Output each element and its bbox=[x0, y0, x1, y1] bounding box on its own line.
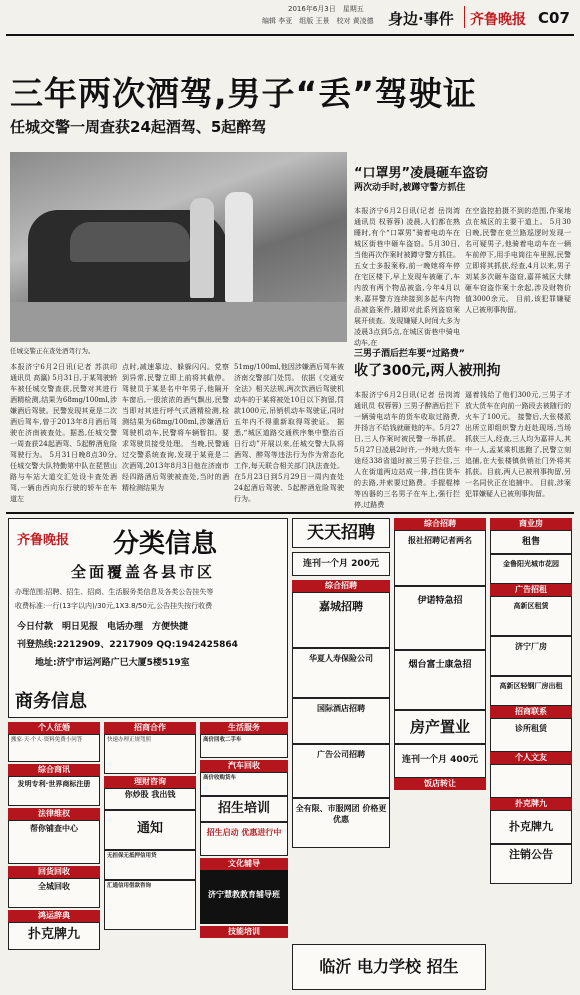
editor-credits: 编辑 李亚 组版 王景 校对 黄凌德 bbox=[262, 17, 374, 25]
recruit-box-hotel: 国际酒店招聘 bbox=[292, 698, 390, 744]
estate-box-notice: 注销公告 bbox=[490, 844, 572, 884]
issue-date: 2016年6月3日 星期五 bbox=[288, 5, 364, 13]
recruit-box-foxconn: 烟台富士康急招 bbox=[394, 650, 486, 710]
left-bar-2: 综合商讯 bbox=[8, 764, 100, 776]
main-headline: 三年两次酒驾,男子“丢”驾驶证 bbox=[10, 74, 477, 113]
story3-kicker: 三男子酒后拦车要“过路费” bbox=[354, 349, 465, 359]
bottom-school-banner: 临沂 电力学校 招生 bbox=[292, 944, 486, 990]
classified-phone: 刊登热线:2212909、2217909 QQ:1942425864 bbox=[17, 640, 238, 650]
left-box-3: 帮你铺查中心 bbox=[8, 820, 100, 864]
story2-col-2: 在空盗控拍摄不到的范围,作案地点在城区的主要干道上。 5月30日晚,民警在竞兰路巡逻时发现一名可疑男子,他骑着电动车在一辆车前停下,用手电筒往车里照,民警立即将其抓获,经查,4月以来,男子刘某多次砸车盗窃,嘉祥城区大肆砸车窃盗作案十余起,涉及财物价值3000余元。 目前,该犯罪嫌疑人已被刑事拘留。 bbox=[465, 207, 571, 314]
car-windshield bbox=[70, 222, 190, 262]
estate-bar-1: 商业房 bbox=[490, 518, 572, 530]
mid-bar-3: 汽车回收 bbox=[200, 760, 288, 772]
story2-headline: 两次动手时,被蹲守警方抓住 bbox=[354, 183, 466, 193]
recruit-box-yinuo: 伊诺特急招 bbox=[394, 586, 486, 650]
left-bar-1: 个人征婚 bbox=[8, 722, 100, 734]
classified-address: 地址:济宁市运河路广巳大厦5楼519室 bbox=[35, 658, 190, 668]
price-badge-400: 连刊一个月 400元 bbox=[394, 744, 486, 778]
left-bar-5: 鸿运辞典 bbox=[8, 910, 100, 922]
officer-figure bbox=[225, 192, 253, 302]
main-story-col-2: 点时,减速靠边、躲躲闪闪。党察到异常,民警立即上前将其截停。 驾驶员于某是名中年男子,他隔开车窗后,一股浓浓的酒气飘出,民警当即对其进行呼气式酒精检测,检测结果为68mg/100ml,涉嫌酒后驾驶机动车,民警将车辆暂扣。要求驾驶员接受处理。 当晚,民警通过交警系统查询,发现于某竟是二次酒驾,2013年8月3日他在济南市经四路酒后驾驶被查处,当时的酒精检测结果为 bbox=[122, 363, 229, 492]
left-box-5: 扑克牌九 bbox=[8, 922, 100, 950]
mid-box-3: 高价收购货车 bbox=[200, 772, 288, 796]
classified-business: 办理范围:招聘、招生、招商、生活服务类信息及各类公告挂失等 bbox=[15, 588, 214, 596]
road-surface bbox=[10, 302, 347, 342]
mid-box-5: 通知 bbox=[104, 810, 196, 850]
mid-box-4: 你炒股 我出钱 bbox=[104, 788, 196, 810]
mid-box-10: 济宁慧教教育辅导班 bbox=[200, 870, 288, 924]
estate-box-pen-pal bbox=[490, 764, 572, 798]
estate-box-clinic: 诊所租赁 bbox=[490, 718, 572, 752]
tiantian-zhaopin-title: 天天招聘 bbox=[307, 523, 375, 543]
estate-bar-4: 个人文友 bbox=[490, 752, 572, 764]
classified-header-box bbox=[8, 518, 288, 718]
estate-box-factory: 济宁厂房 bbox=[490, 636, 572, 676]
classified-title: 分类信息 bbox=[113, 529, 218, 559]
recruit-bar-1: 综合招聘 bbox=[292, 580, 390, 592]
header-divider bbox=[464, 6, 465, 28]
story2-kicker: “口罩男”凌晨砸车盗窃 bbox=[354, 166, 489, 181]
left-box-4: 全城回收 bbox=[8, 878, 100, 908]
classified-top-rule bbox=[6, 512, 574, 514]
left-box-2: 发明专利·世界商标注册 bbox=[8, 776, 100, 806]
left-bar-3: 法律维权 bbox=[8, 808, 100, 820]
mid-box-6: 无担保无抵押信用贷 bbox=[104, 850, 196, 880]
main-story-col-3: 51mg/100ml,他因涉嫌酒后驾车被济南交警部门处罚。 依据《交通安全法》相关法规,两次饮酒后驾驶机动车的于某将被处10日以下拘留,罚款1000元,吊销机动车驾驶证,同时五年内不得重新取得驾驶证。 据悉,“城区道路交通秩序集中整治百日行动”开展以来,任城交警大队将酒驾、醉驾等违法行为作为常态化工作,每天联合相关部门执法查处。在5月23日到5月29日一周内查处24起酒后驾驶、5起醉酒危险驾驶行为。 bbox=[234, 363, 344, 503]
recruit-box-jiacheng: 嘉城招聘 bbox=[292, 592, 390, 648]
estate-box-steel: 高新区轻钢厂房出租 bbox=[490, 676, 572, 706]
section-title: 身边·事件 bbox=[388, 10, 454, 28]
fangchan-zhiye: 房产置业 bbox=[394, 710, 486, 744]
estate-bar-2: 广告招租 bbox=[490, 584, 572, 596]
story3-col-1: 本报济宁6月2日讯(记者 岳岗湾 通讯员 权蓉蓉) 三男子醉酒后拦下一辆骑电动车的货车收取过路费,并扬言不给钱就砸他的车。5月27日,三人作案时被民警一举抓获。 5月27日凌晨2时许,一外地大货车途经338省道时被三男子拦住,三人在街道两边站成一排,挡住货车的去路,并索要过路费。手握棍棒等凶器的三名男子在车上,强行拦停,过路费 bbox=[354, 391, 460, 509]
estate-box-garden: 金鲁阳光城市花园 bbox=[490, 554, 572, 584]
classified-price: 收费标准:一行(13字以内)/30元,1X3.8/50元,公告挂失按行收费 bbox=[15, 602, 213, 610]
classified-subtitle: 全面覆盖各县市区 bbox=[71, 563, 216, 581]
officer-figure-2 bbox=[190, 198, 214, 298]
estate-bar-5: 扑克牌九 bbox=[490, 798, 572, 810]
left-bar-4: 回货回收 bbox=[8, 866, 100, 878]
estate-box-hightech: 高新区租赁 bbox=[490, 596, 572, 636]
story2-col-1: 本报济宁6月2日讯(记者 岳岗湾 通讯员 权蓉蓉) 凌晨,人们都在熟睡时,有个“口罩男”骑着电动车在城区街巷中砸车盗窃。5月30日,当他再次作案时被蹲守警方抓住。 五女士多报案称,前一晚她将车停在宅区楼下,早上发现车被砸了,车内放有两个物品被盗,今年4月以来,嘉祥警方连续接到多起车内物品被盗案件,随即对此系列盗窃案展开侦查。发现嫌疑人时间大多为凌晨3点到5点,在城区街巷中骑电动车,在 bbox=[354, 207, 460, 347]
mid-bar-6: 文化辅导 bbox=[200, 858, 288, 870]
mid-box-9: 招生启动 优惠进行中 bbox=[200, 822, 288, 856]
mid-box-2: 高价回收二手车 bbox=[200, 734, 288, 758]
recruit-box-fullnet: 全有限、市服网团 价格更优惠 bbox=[292, 798, 390, 848]
main-subheadline: 任城交警一周查获24起酒驾、5起醉驾 bbox=[10, 118, 267, 136]
main-story-col-1: 本报济宁6月2日讯(记者 苏洪印 通讯员 高瀛) 5月31日,于某驾驶轿车被任城交警查获,民警对其进行酒精检测,结果为68mg/100ml,涉嫌酒后驾驶。民警发现其竟是二次酒后驾车,曾于2013年8月酒后驾驶在济南被查处。据悉,任城交警一周查获24起酒驾、5起醉酒危险驾驶行为。 5月31日晚8点30分,任城交警大队特勤第中队在琵琶山路与车站大道交汇处设卡查处酒驾,一辆由西向东行驶的轿车在车道左 bbox=[10, 363, 117, 503]
recruit-box-huaxia: 华夏人寿保险公司 bbox=[292, 648, 390, 698]
mid-ad-column-b bbox=[200, 720, 288, 990]
recruit-box-ad-company: 广告公司招聘 bbox=[292, 744, 390, 798]
header-rule bbox=[6, 34, 574, 36]
estate-box-rent: 租售 bbox=[490, 530, 572, 554]
newspaper-logo: 齐鲁晚报 bbox=[470, 12, 526, 28]
classified-logo: 齐鲁晚报 bbox=[17, 533, 70, 548]
mid-bar-7: 技能培训 bbox=[200, 926, 288, 938]
left-ad-column bbox=[8, 720, 100, 990]
recruit-column-b bbox=[394, 518, 486, 990]
page-number: C07 bbox=[538, 9, 570, 27]
tiantian-zhaopin-header bbox=[292, 518, 390, 548]
estate-bar-3: 招商联系 bbox=[490, 706, 572, 718]
shangwu-title: 商务信息 bbox=[15, 691, 87, 712]
price-badge-200: 连刊一个月 200元 bbox=[292, 552, 390, 576]
classified-slogan: 今日付款 明日见报 电话办理 方便快捷 bbox=[17, 622, 189, 632]
story3-col-2: 逼着钱给了他们300元,三男子才放大货车在向前一路段去被随行的火车了100元。 接警后,大张楼派出所立即组织警力赶赴现场,当场抓获三人,经查,三人均为嘉祥人,其中一人,孟某乘机逃跑了,民警立刻追捕,在大张楼镇供销社门外将其抓获。目前,两人已被刑事拘留,另一名同伙正在追捕中。 目前,涉案犯罪嫌疑人已被刑事拘留。 bbox=[465, 391, 571, 498]
recruit-bar-2: 综合招聘 bbox=[394, 518, 486, 530]
mid-bar-2: 生活服务 bbox=[200, 722, 288, 734]
mid-bar-4: 理财咨询 bbox=[104, 776, 196, 788]
mid-bar-1: 招商合作 bbox=[104, 722, 196, 734]
mid-box-1: 快速办理正规驾照 bbox=[104, 734, 196, 774]
story3-headline: 收了300元,两人被刑拘 bbox=[354, 363, 501, 379]
recruit-box-reporter: 报社招聘记者两名 bbox=[394, 530, 486, 586]
recruit-column-a bbox=[292, 580, 390, 990]
mid-box-7: 汇通信用借款咨询 bbox=[104, 880, 196, 930]
mid-ad-column-a bbox=[104, 720, 196, 990]
recruit-bar-9: 饭店转让 bbox=[394, 778, 486, 790]
news-photo bbox=[10, 152, 347, 342]
estate-column bbox=[490, 518, 572, 990]
photo-caption: 任城交警正在查处酒驾行为。 bbox=[10, 347, 95, 355]
mid-box-8: 招生培训 bbox=[200, 796, 288, 822]
estate-box-puke: 扑克牌九 bbox=[490, 810, 572, 844]
left-box-1: 搬家·天·个人·资料免费小问答 bbox=[8, 734, 100, 762]
